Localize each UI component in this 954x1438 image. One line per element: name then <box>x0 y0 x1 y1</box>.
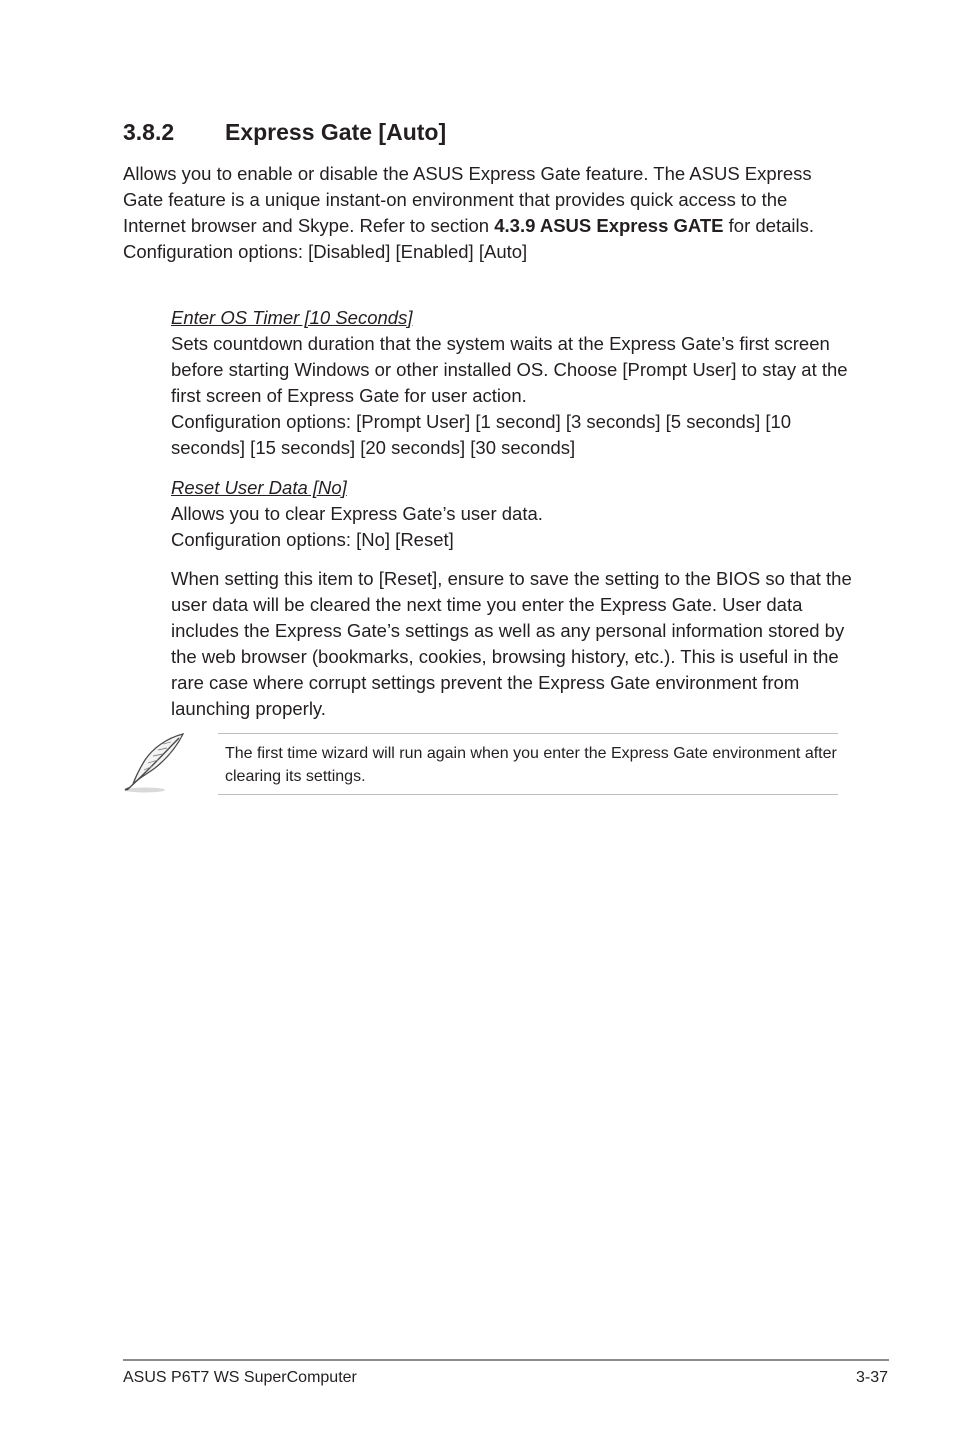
section-heading <box>123 116 446 148</box>
section-title: Express Gate [Auto] <box>225 119 447 145</box>
reset-user-data-detail: When setting this item to [Reset], ensure to save the setting to the BIOS so that the user data will be cleared the next time you enter the Express Gate. User data includes the Express Gate’s settings as well as any personal information stored by the web browser (bookmarks, cookies, browsing history, etc.). This is useful in the rare case where corrupt settings prevent the Express Gate environment from launching properly. <box>171 568 852 719</box>
section-reference: 4.3.9 ASUS Express GATE <box>494 215 724 236</box>
intro-text-part-1: Allows you to enable or disable the ASUS Express Gate feature. The ASUS Express Gate feature is a unique instant-on environment that provides quick access to the Internet browser and Skype. Refer to section <box>123 163 812 236</box>
intro-paragraph <box>123 161 843 265</box>
note-callout <box>123 730 839 800</box>
enter-os-timer-title: Enter OS Timer [10 Seconds] <box>171 307 413 328</box>
intro-text <box>123 161 843 239</box>
intro-text-part-2: for details. <box>723 215 815 236</box>
enter-os-timer-config: Configuration options: [Prompt User] [1 second] [3 seconds] [5 seconds] [10 seconds] [15 seconds] [20 seconds] [30 seconds] <box>171 411 792 458</box>
reset-user-data-config: Configuration options: [No] [Reset] <box>171 529 454 550</box>
intro-config-options: Configuration options: [Disabled] [Enabled] [Auto] <box>123 241 528 262</box>
feather-pen-icon <box>123 732 187 794</box>
footer-page-number: 3-37 <box>855 1369 888 1386</box>
reset-user-data-description: Allows you to clear Express Gate’s user data. <box>171 503 543 524</box>
enter-os-timer-description: Sets countdown duration that the system waits at the Express Gate’s first screen before starting Windows or other installed OS. Choose [Prompt User] to stay at the first screen of Express Gate for user action. <box>171 333 848 406</box>
reset-user-data-block <box>171 475 861 722</box>
enter-os-timer-block <box>171 305 861 461</box>
footer-divider <box>123 1359 889 1361</box>
footer-product-name: ASUS P6T7 WS SuperComputer <box>123 1369 357 1386</box>
note-text-box <box>218 733 838 795</box>
note-text: The first time wizard will run again when you enter the Express Gate environment after clearing its settings. <box>225 745 837 785</box>
section-number: 3.8.2 <box>123 119 175 145</box>
reset-user-data-title: Reset User Data [No] <box>171 477 347 498</box>
